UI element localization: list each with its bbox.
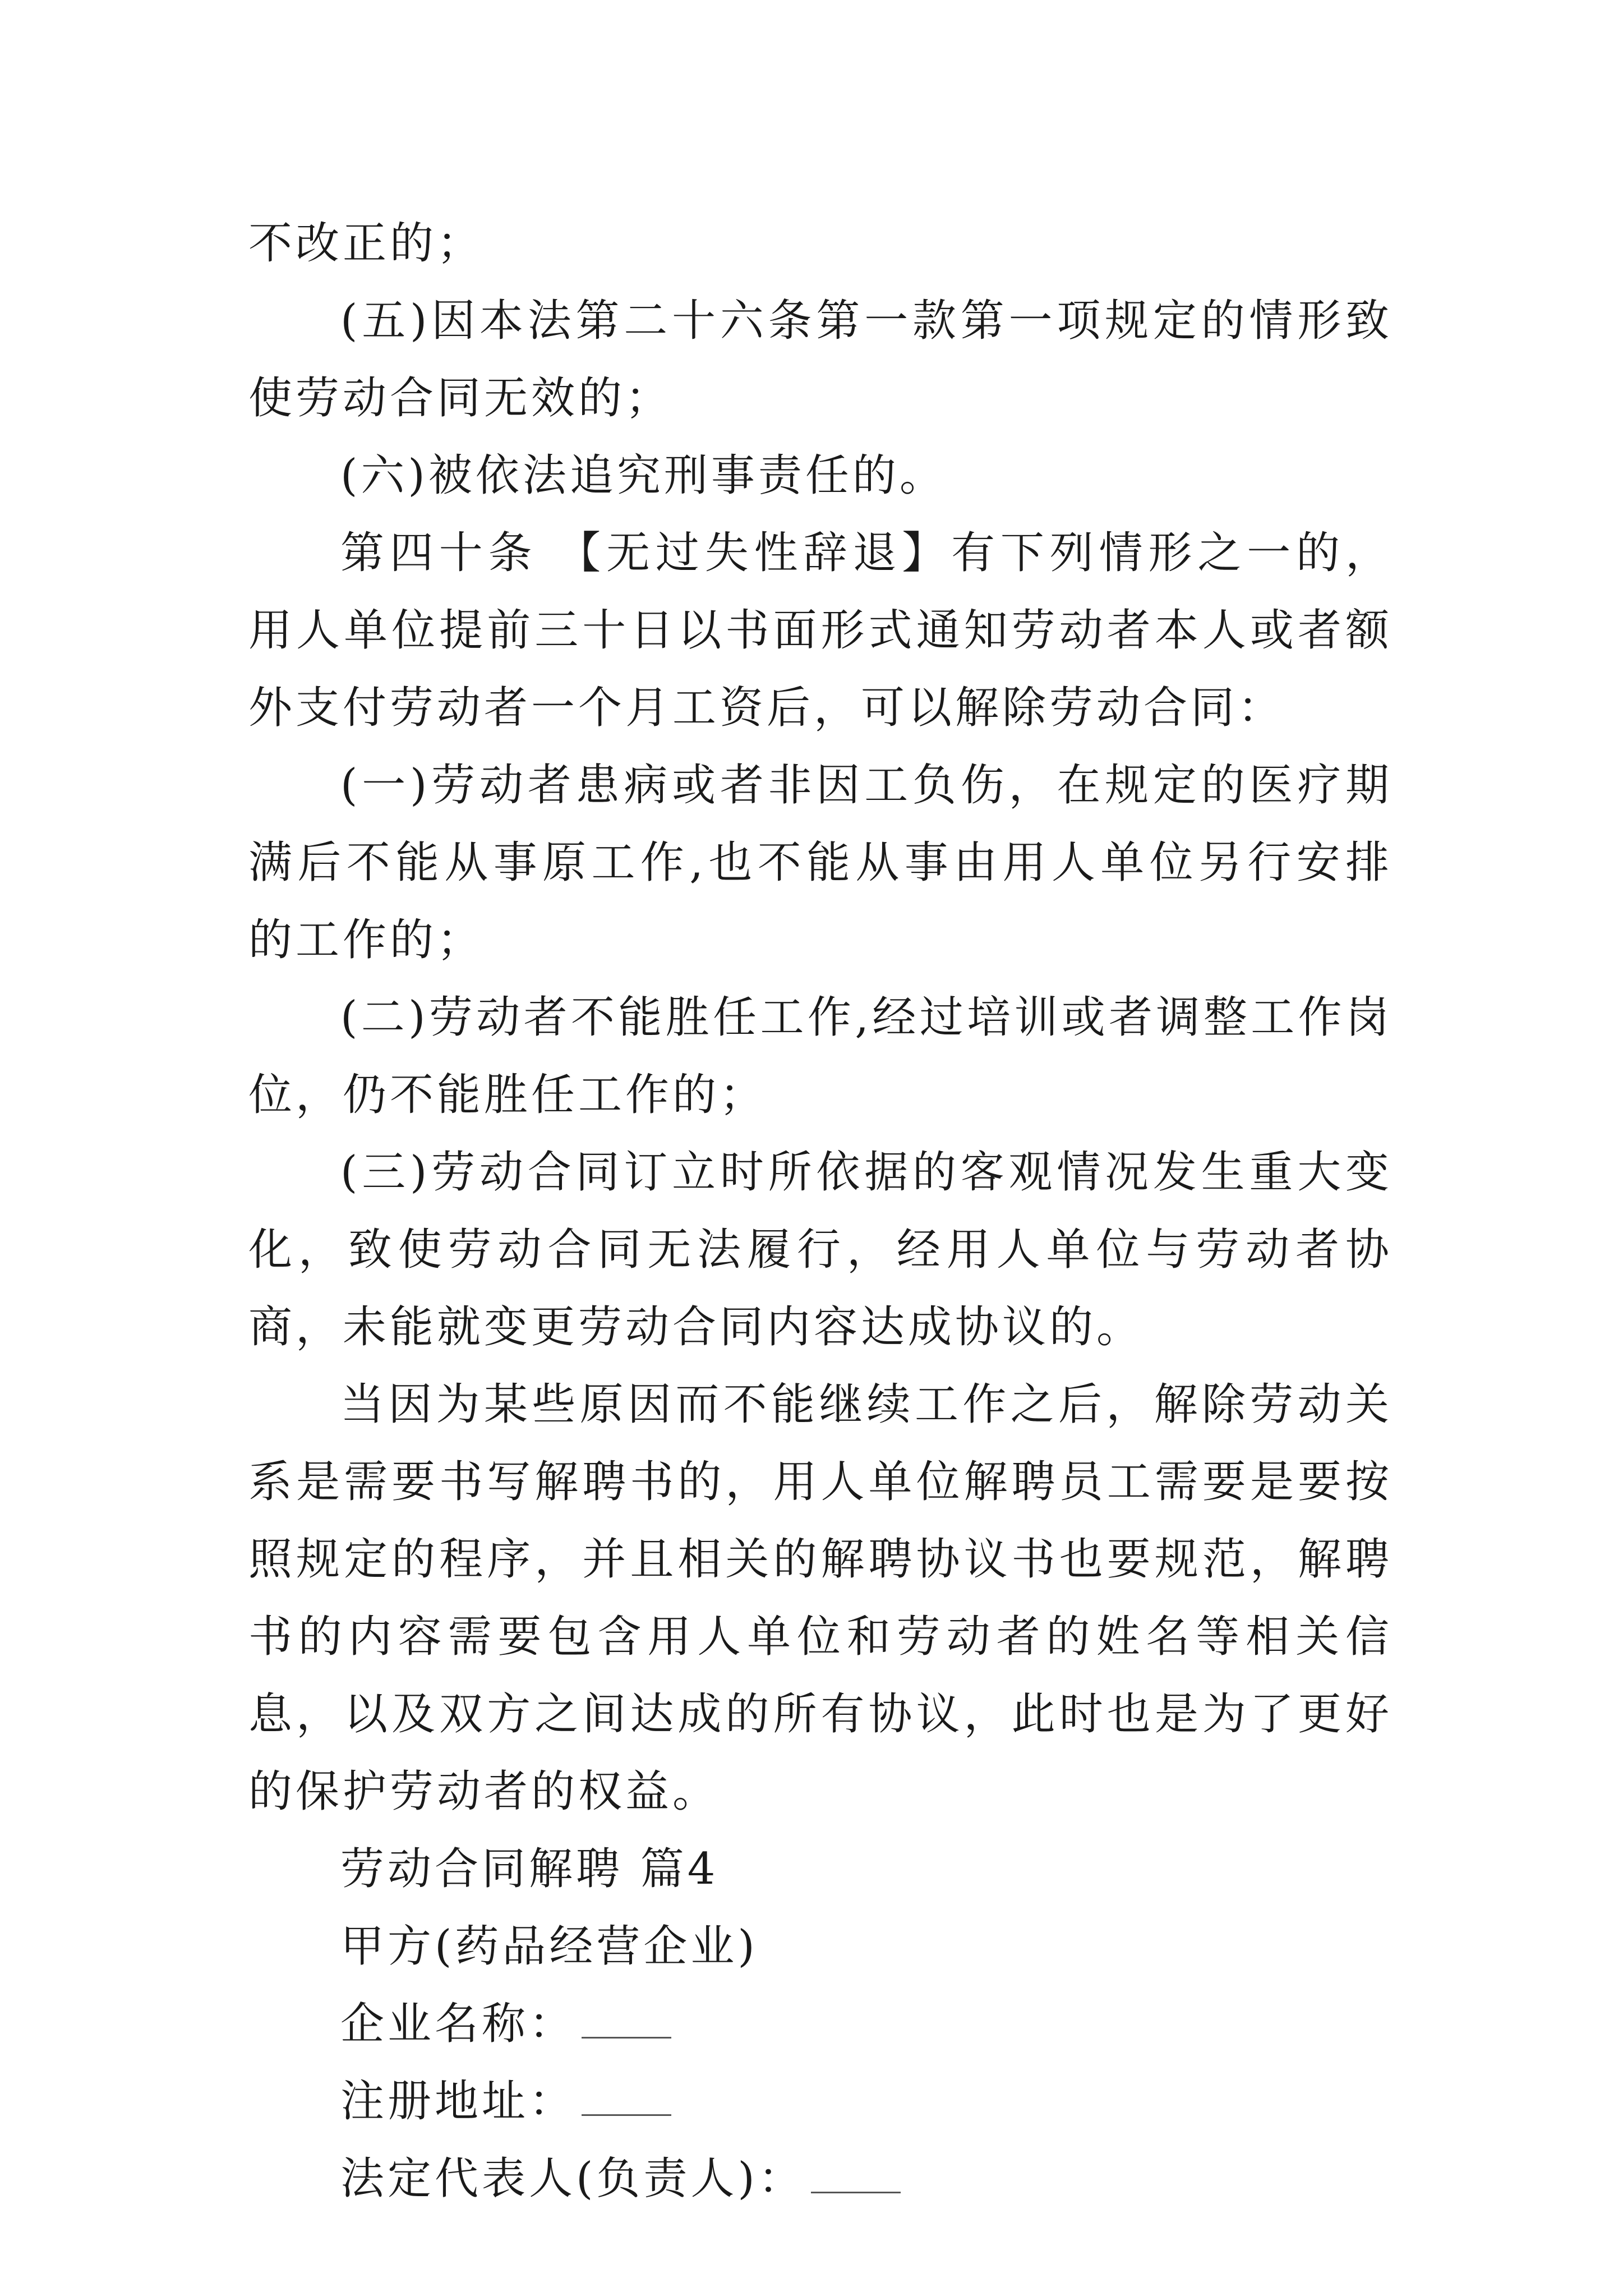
paragraph-3: (六)被依法追究刑事责任的。 — [340, 450, 947, 501]
paragraph-1: 不改正的； — [248, 218, 485, 269]
field-label: 注册地址： — [340, 2076, 577, 2127]
field-label: 企业名称： — [340, 1999, 577, 2049]
document-body — [248, 205, 1393, 2217]
paragraph-article-40: 第四十条 【无过失性辞退】有下列情形之一的，用人单位提前三十日以书面形式通知劳动者本人或者额外支付劳动者一个月工资后，可以解除劳动合同： — [248, 528, 1393, 733]
paragraph-summary: 当因为某些原因而不能继续工作之后，解除劳动关系是需要书写解聘书的，用人单位解聘员工需要是要按照规定的程序，并且相关的解聘协议书也要规范，解聘书的内容需要包含用人单位和劳动者的姓名等相关信息，以及双方之间达成的所有协议，此时也是为了更好的保护劳动者的权益。 — [248, 1379, 1393, 1817]
paragraph-item-3: (三)劳动合同订立时所依据的客观情况发生重大变化，致使劳动合同无法履行，经用人单位与劳动者协商，未能就变更劳动合同内容达成协议的。 — [248, 1147, 1393, 1352]
field-company-name — [248, 1985, 1393, 2063]
field-legal-representative — [248, 2140, 1393, 2217]
paragraph-item-2: (二)劳动者不能胜任工作,经过培训或者调整工作岗位，仍不能胜任工作的； — [248, 992, 1393, 1120]
fill-in-blank — [811, 2152, 901, 2193]
field-label: 法定代表人(负责人)： — [340, 2154, 805, 2204]
section-title: 劳动合同解聘 篇4 — [340, 1844, 719, 1894]
paragraph-2: (五)因本法第二十六条第一款第一项规定的情形致使劳动合同无效的； — [248, 296, 1393, 424]
party-a-heading: 甲方(药品经营企业) — [340, 1921, 758, 1972]
fill-in-blank — [582, 2075, 671, 2116]
fill-in-blank — [582, 1998, 671, 2039]
field-registered-address — [248, 2063, 1393, 2140]
paragraph-item-1: (一)劳动者患病或者非因工负伤，在规定的医疗期满后不能从事原工作,也不能从事由用人单位另行安排的工作的； — [248, 760, 1393, 965]
